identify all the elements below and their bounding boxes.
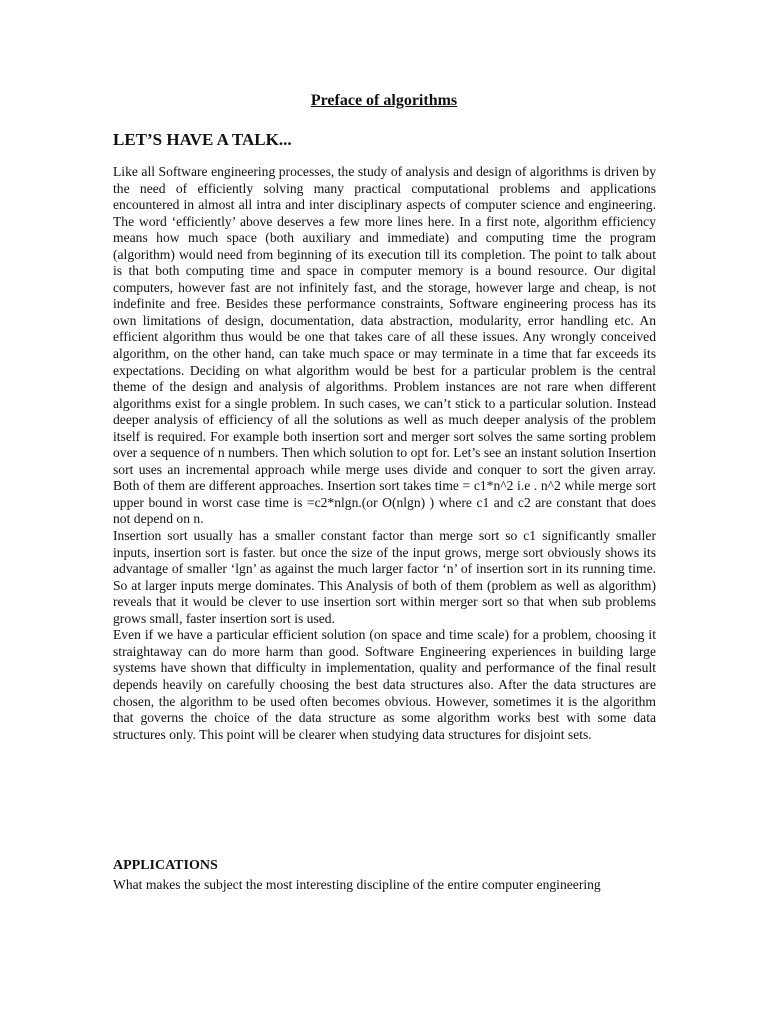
section-heading-talk: LET’S HAVE A TALK... — [113, 130, 292, 149]
paragraph-data-structures: Even if we have a particular efficient solution (on space and time scale) for a problem, choosing it straightaway can do more harm than good. Software Engineering experiences in building large systems have shown that difficulty in implementation, quality and performance of the final result depends heavily on carefully choosing the best data structures also. After the data structures are chosen, the algorithm to be used often becomes obvious. However, sometimes it is the algorithm that governs the choice of the data structure as some algorithm works best with some data structures only. This point will be clearer when studying data structures for disjoint sets. — [113, 627, 656, 742]
body-text — [113, 164, 656, 743]
paragraph-efficiency: Like all Software engineering processes, the study of analysis and design of algorithms is driven by the need of efficiently solving many practical computational problems and applications encountered in almost all intra and inter disciplinary aspects of computer science and engineering. The word ‘efficiently’ above deserves a few more lines here. In a first note, algorithm efficiency means how much space (both auxiliary and immediate) and computing time the program (algorithm) would need from beginning of its execution till its completion. The point to talk about is that both computing time and space in computer memory is a bound resource. Our digital computers, however fast are not infinitely fast, and the storage, however large and cheap, is not indefinite and free. Besides these performance constraints, Software engineering process has its own limitations of design, documentation, data abstraction, modularity, error handling etc. An efficient algorithm thus would be one that takes care of all these issues. Any wrongly conceived algorithm, on the other hand, can take much space or may terminate in a time that far exceeds its expectations. Deciding on what algorithm would be best for a particular problem is the central theme of the design and analysis of algorithms. Problem instances are not rare when different algorithms exist for a single problem. In such cases, we can’t stick to a particular solution. Instead deeper analysis of efficiency of all the solutions as well as much deeper analysis of the problem itself is required. For example both insertion sort and merger sort solves the same sorting problem over a sequence of n numbers. Then which solution to opt for. Let’s see an instant solution Insertion sort uses an incremental approach while merge uses divide and conquer to sort the given array. Both of them are different approaches. Insertion sort takes time = c1*n^2 i.e . n^2 while merge sort upper bound in worst case time is =c2*nlgn.(or O(nlgn) ) where c1 and c2 are constant that does not depend on n. — [113, 164, 657, 527]
section-heading-applications: APPLICATIONS — [113, 858, 218, 873]
paragraph-insertion-sort: Insertion sort usually has a smaller constant factor than merge sort so c1 significantly smaller inputs, insertion sort is faster. but once the size of the input grows, merge sort obviously shows its advantage of smaller ‘lgn’ as against the much larger factor ‘n’ of insertion sort in its running time. So at larger inputs merge dominates. This Analysis of both of them (problem as well as algorithm) reveals that it would be clever to use insertion sort within merger sort so that when sub problems grows small, faster insertion sort is used. — [113, 528, 656, 626]
document-title: Preface of algorithms — [310, 92, 458, 109]
paragraph-applications: What makes the subject the most interesting discipline of the entire computer engineering — [113, 877, 601, 892]
